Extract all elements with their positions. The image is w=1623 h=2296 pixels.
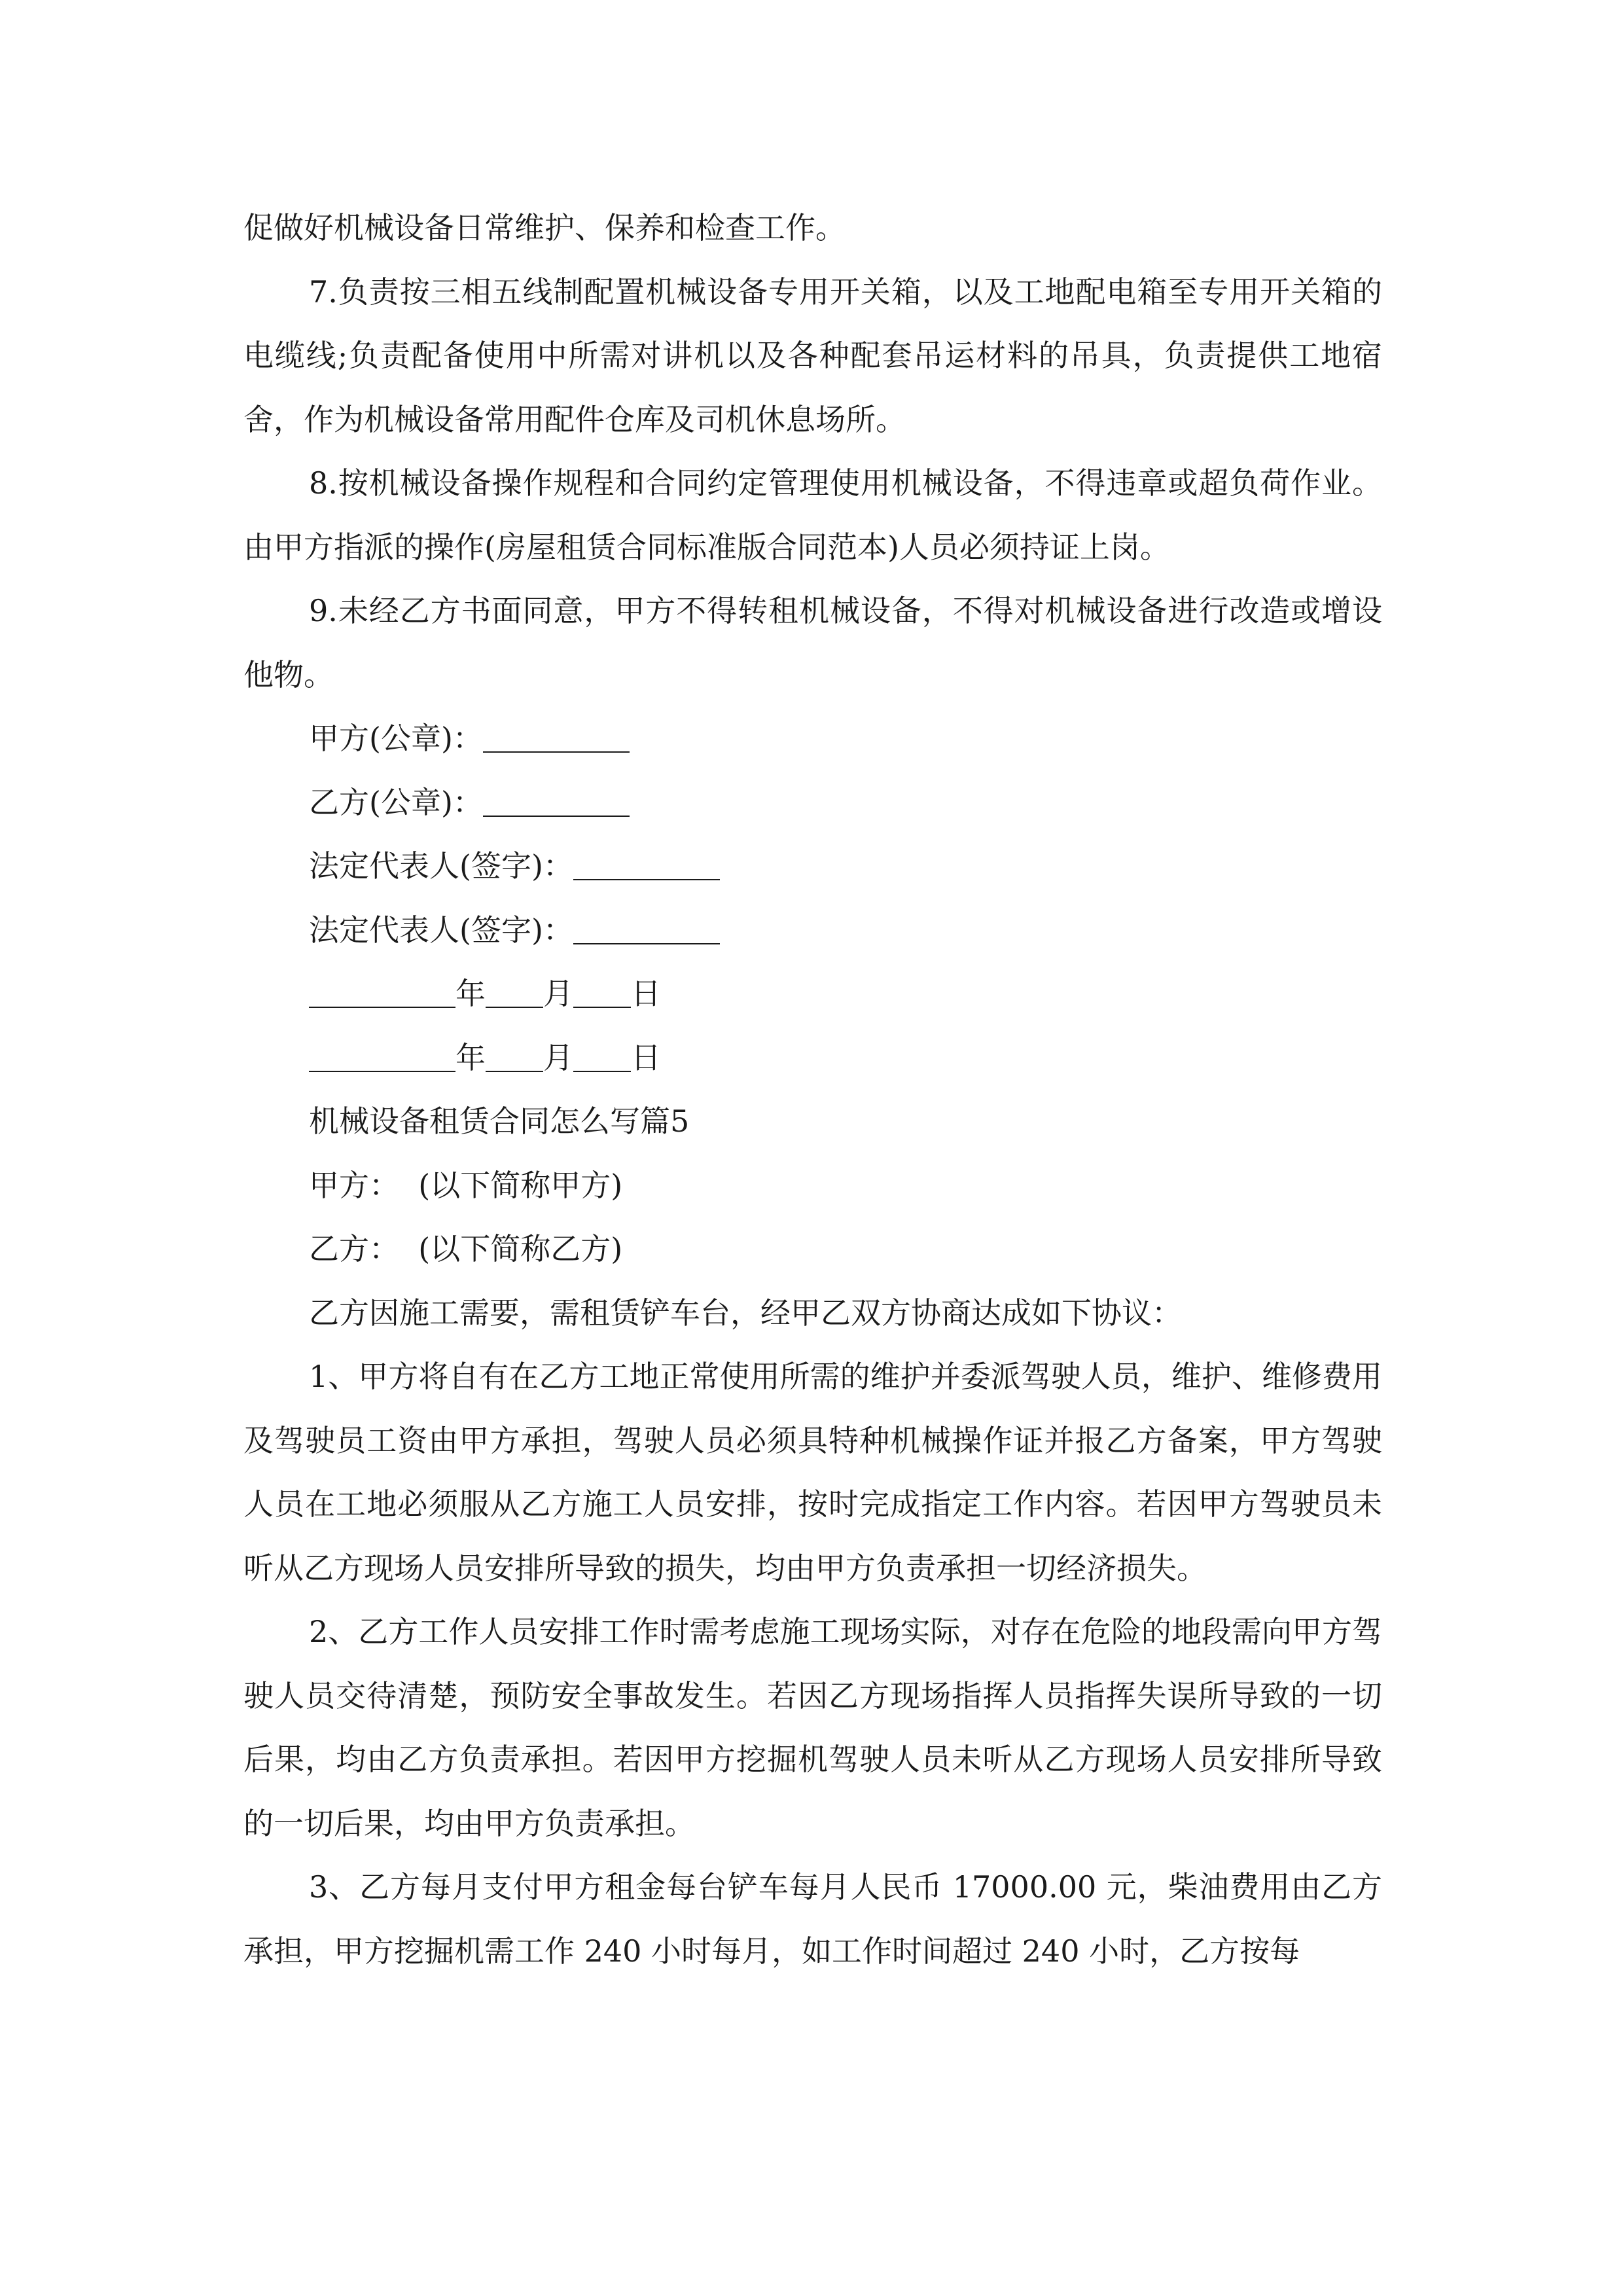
month-label-2: 月 [543, 1039, 573, 1075]
party-b-line: 乙方： (以下简称乙方) [309, 1231, 623, 1266]
party-a-seal-label: 甲方(公章)： [309, 721, 483, 756]
year-label-1: 年 [455, 976, 486, 1011]
legal-rep-blank-2 [573, 913, 720, 944]
party-a-seal-blank [483, 721, 630, 753]
month-label-1: 月 [543, 976, 573, 1011]
clause-7: 7.负责按三相五线制配置机械设备专用开关箱，以及工地配电箱至专用开关箱的电缆线;负责配备使用中所需对讲机以及各种配套吊运材料的吊具，负责提供工地宿舍，作为机械设备常用配件仓库及司机休息场所。 [243, 274, 1382, 437]
day-label-1: 日 [631, 976, 661, 1011]
month-blank-1 [486, 977, 543, 1008]
date-line-2 [243, 1026, 1382, 1090]
agreement-intro: 乙方因施工需要，需租赁铲车台，经甲乙双方协商达成如下协议： [309, 1295, 1182, 1331]
legal-rep-label-2: 法定代表人(签字)： [309, 912, 573, 948]
paragraph-continuation: 促做好机械设备日常维护、保养和检查工作。 [243, 210, 846, 245]
clause-2: 2、乙方工作人员安排工作时需考虑施工现场实际，对存在危险的地段需向甲方驾驶人员交待清楚，预防安全事故发生。若因乙方现场指挥人员指挥失误所导致的一切后果，均由乙方负责承担。若因甲方挖掘机驾驶人员未听从乙方现场人员安排所导致的一切后果，均由甲方负责承担。 [243, 1614, 1382, 1841]
party-a-seal-line [243, 707, 1382, 771]
party-b-seal-label: 乙方(公章)： [309, 784, 483, 820]
month-blank-2 [486, 1041, 543, 1072]
year-label-2: 年 [455, 1039, 486, 1075]
day-blank-1 [573, 977, 631, 1008]
year-blank-1 [309, 977, 455, 1008]
legal-rep-line-2 [243, 899, 1382, 963]
legal-rep-line-1 [243, 834, 1382, 899]
party-a-line: 甲方： (以下简称甲方) [309, 1167, 623, 1203]
clause-8: 8.按机械设备操作规程和合同约定管理使用机械设备，不得违章或超负荷作业。由甲方指派的操作(房屋租赁合同标准版合同范本)人员必须持证上岗。 [243, 465, 1382, 565]
day-blank-2 [573, 1041, 631, 1072]
clause-9: 9.未经乙方书面同意，甲方不得转租机械设备，不得对机械设备进行改造或增设他物。 [243, 593, 1382, 692]
day-label-2: 日 [631, 1039, 661, 1075]
date-line-1 [243, 962, 1382, 1026]
legal-rep-label-1: 法定代表人(签字)： [309, 848, 573, 884]
party-b-seal-blank [483, 785, 630, 817]
section-title: 机械设备租赁合同怎么写篇5 [309, 1103, 690, 1139]
contract-body [243, 196, 1382, 1983]
clause-3: 3、乙方每月支付甲方租金每台铲车每月人民币 17000.00 元，柴油费用由乙方承担，甲方挖掘机需工作 240 小时每月，如工作时间超过 240 小时，乙方按每 [243, 1869, 1382, 1969]
clause-1: 1、甲方将自有在乙方工地正常使用所需的维护并委派驾驶人员，维护、维修费用及驾驶员工资由甲方承担，驾驶人员必须具特种机械操作证并报乙方备案，甲方驾驶人员在工地必须服从乙方施工人员安排，按时完成指定工作内容。若因甲方驾驶员未听从乙方现场人员安排所导致的损失，均由甲方负责承担一切经济损失。 [243, 1359, 1382, 1586]
party-b-seal-line [243, 771, 1382, 835]
legal-rep-blank-1 [573, 849, 720, 880]
year-blank-2 [309, 1041, 455, 1072]
